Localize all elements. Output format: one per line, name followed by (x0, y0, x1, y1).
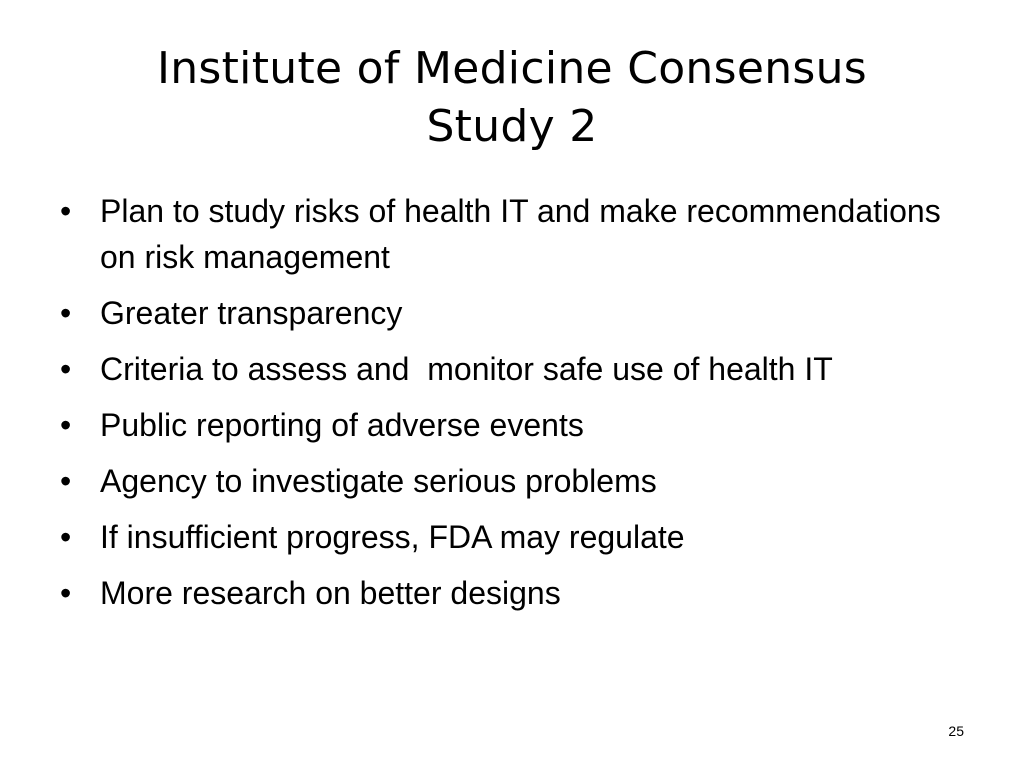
bullet-item (60, 458, 960, 504)
bullet-text: Public reporting of adverse events (100, 407, 584, 443)
bullet-dot-icon: • (60, 519, 72, 555)
title-line-1: Institute of Medicine Consensus (156, 43, 868, 94)
bullet-text: If insufficient progress, FDA may regulate (100, 519, 685, 555)
title-line-2: Study 2 (426, 101, 598, 152)
bullet-item (60, 346, 960, 392)
bullet-dot-icon: • (60, 575, 72, 611)
bullet-item (60, 290, 960, 336)
bullet-dot-icon: • (60, 407, 72, 443)
bullet-list (60, 188, 960, 626)
slide-number: 25 (948, 723, 964, 739)
bullet-text: Agency to investigate serious problems (100, 463, 657, 499)
bullet-dot-icon: • (60, 463, 72, 499)
bullet-item (60, 514, 960, 560)
bullet-text: More research on better designs (100, 575, 561, 611)
bullet-text: Plan to study risks of health IT and make recommendations on risk management (100, 193, 950, 275)
bullet-item (60, 188, 960, 280)
bullet-dot-icon: • (60, 295, 72, 331)
bullet-text: Criteria to assess and monitor safe use of health IT (100, 351, 833, 387)
bullet-text: Greater transparency (100, 295, 403, 331)
slide-title (60, 40, 964, 156)
bullet-item (60, 402, 960, 448)
bullet-item (60, 570, 960, 616)
bullet-dot-icon: • (60, 193, 72, 229)
bullet-dot-icon: • (60, 351, 72, 387)
